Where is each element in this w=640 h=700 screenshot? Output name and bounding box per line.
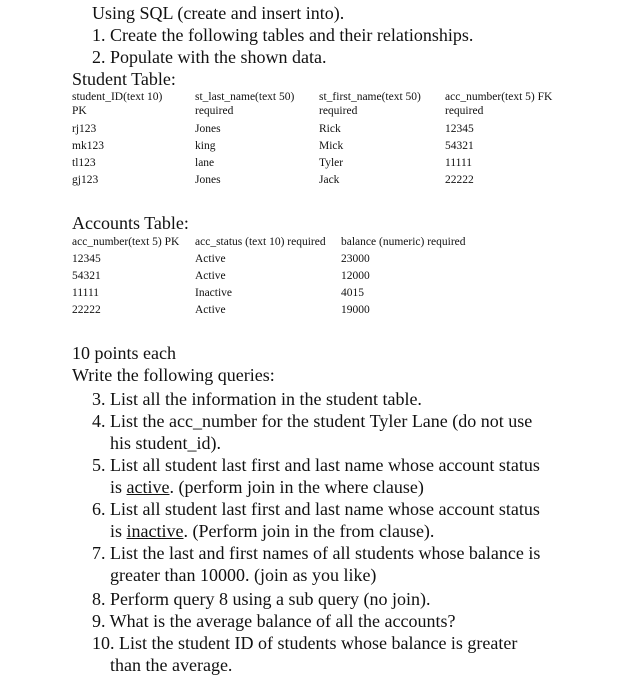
student-header-1: student_ID(text 10) (72, 91, 163, 103)
table-cell: Jack (319, 174, 340, 186)
student-table-title: Student Table: (72, 69, 176, 89)
table-cell: 22222 (445, 174, 474, 186)
table-cell: Tyler (319, 157, 344, 169)
query-5-line-1: 5. List all student last first and last name whose account status (92, 455, 540, 475)
table-cell: 54321 (72, 270, 101, 282)
table-cell: tl123 (72, 157, 96, 169)
underlined-word: inactive (126, 521, 184, 541)
table-cell: 12345 (445, 123, 474, 135)
table-cell: Active (195, 304, 226, 316)
table-cell: 12345 (72, 253, 101, 265)
table-cell: rj123 (72, 123, 97, 135)
accounts-header-1: acc_number(text 5) PK (72, 236, 180, 248)
student-header-2: st_last_name(text 50) (195, 91, 295, 103)
table-cell: 4015 (341, 287, 364, 299)
table-cell: mk123 (72, 140, 104, 152)
table-cell: gj123 (72, 174, 99, 186)
student-header-4-note: required (445, 105, 484, 117)
table-cell: 11111 (72, 287, 100, 299)
query-8: 8. Perform query 8 using a sub query (no join). (92, 589, 431, 609)
student-header-1-note: PK (72, 105, 87, 117)
student-header-4: acc_number(text 5) FK (445, 91, 553, 103)
query-5-line-2: is active. (perform join in the where clause) (110, 477, 424, 497)
table-cell: Inactive (195, 287, 233, 299)
points-note: 10 points each (72, 343, 176, 363)
table-cell: Mick (319, 140, 344, 152)
underlined-word: active (126, 477, 170, 497)
table-cell: Jones (195, 174, 221, 186)
table-cell: 22222 (72, 304, 101, 316)
intro-title: Using SQL (create and insert into). (92, 3, 345, 23)
query-4-line-2: his student_id). (110, 433, 221, 453)
query-6-line-2: is inactive. (Perform join in the from clause). (110, 521, 435, 541)
table-cell: Jones (195, 123, 221, 135)
query-4-line-1: 4. List the acc_number for the student Tyler Lane (do not use (92, 411, 533, 431)
step-2: 2. Populate with the shown data. (92, 47, 327, 67)
table-cell: king (195, 140, 216, 152)
query-10-line-2: than the average. (110, 655, 233, 675)
accounts-table-title: Accounts Table: (72, 213, 189, 233)
query-10-line-1: 10. List the student ID of students whose balance is greater (92, 633, 518, 653)
student-header-2-note: required (195, 105, 234, 117)
student-header-3: st_first_name(text 50) (319, 91, 421, 103)
query-7-line-1: 7. List the last and first names of all students whose balance is (92, 543, 541, 563)
table-cell: Active (195, 270, 226, 282)
queries-intro: Write the following queries: (72, 365, 275, 385)
table-cell: 23000 (341, 253, 370, 265)
step-1: 1. Create the following tables and their relationships. (92, 25, 474, 45)
table-cell: 12000 (341, 270, 370, 282)
table-cell: Rick (319, 123, 341, 135)
accounts-header-2: acc_status (text 10) required (195, 236, 326, 248)
query-6-line-1: 6. List all student last first and last name whose account status (92, 499, 540, 519)
student-header-3-note: required (319, 105, 358, 117)
table-cell: 54321 (445, 140, 474, 152)
accounts-header-3: balance (numeric) required (341, 236, 466, 248)
query-7-line-2: greater than 10000. (join as you like) (110, 565, 377, 585)
query-9: 9. What is the average balance of all the accounts? (92, 611, 456, 631)
table-cell: Active (195, 253, 226, 265)
table-cell: 19000 (341, 304, 370, 316)
query-3: 3. List all the information in the student table. (92, 389, 422, 409)
table-cell: 11111 (445, 157, 473, 169)
table-cell: lane (195, 157, 215, 169)
